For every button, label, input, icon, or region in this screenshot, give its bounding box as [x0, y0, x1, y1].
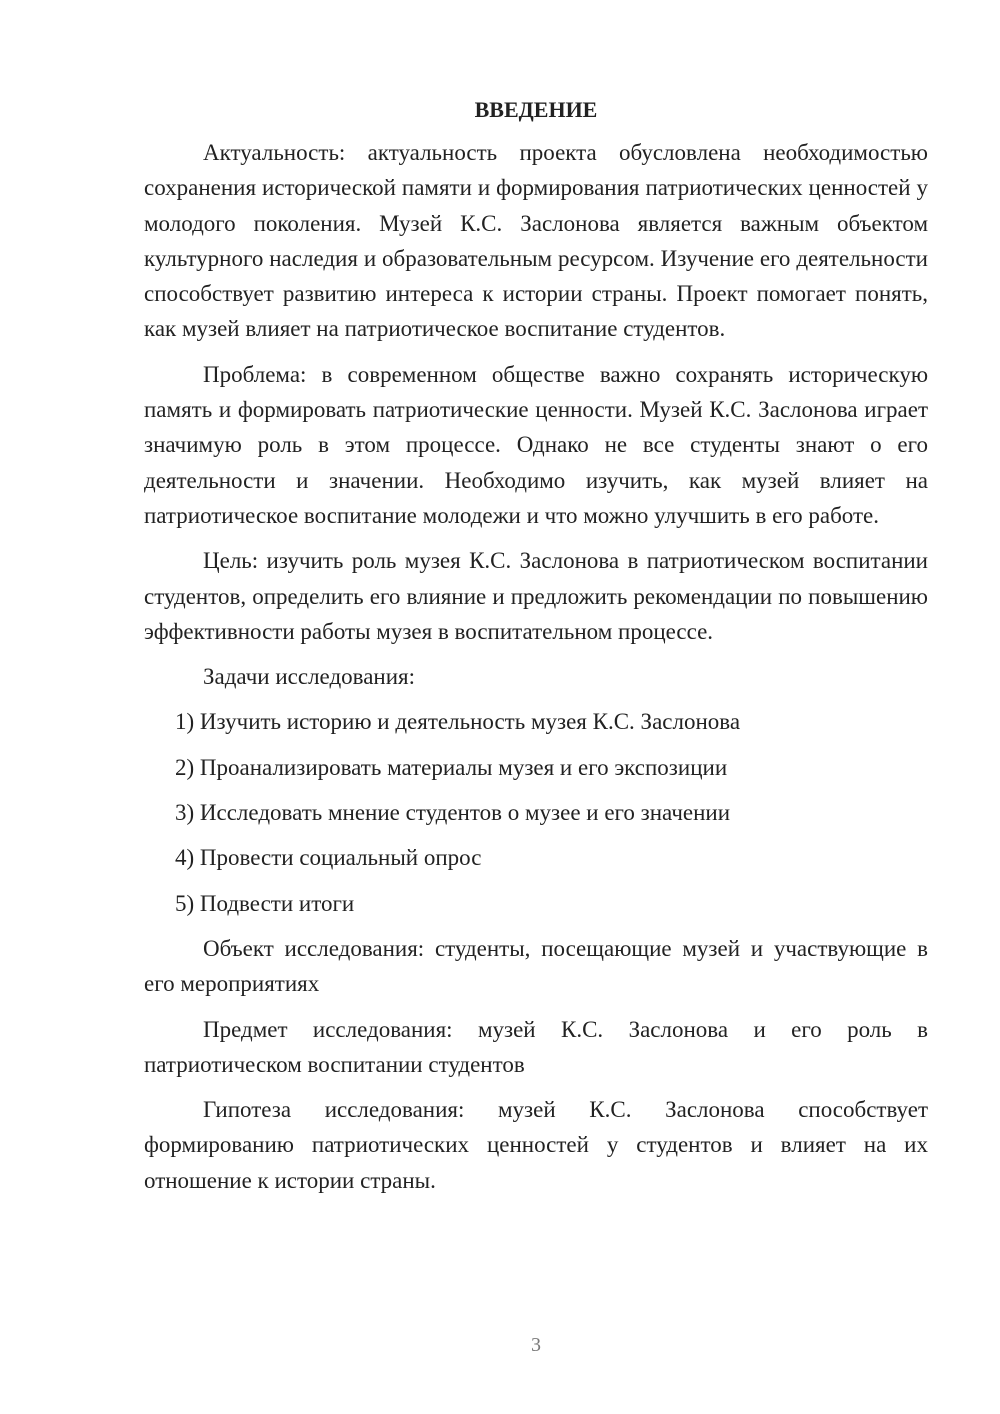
object-paragraph: Объект исследования: студенты, посещающие музей и участвующие в его мероприятиях	[144, 935, 928, 997]
list-item: 3) Исследовать мнение студентов о музее и его значении	[175, 800, 731, 826]
relevance-paragraph: Актуальность: актуальность проекта обусловлена необходимостью сохранения исторической памяти и формирования патриотических ценностей у молодого поколения. Музей К.С. Заслонова является важным объектом культурного наследия и образовательным ресурсом. Изучение его деятельности способствует развитию интереса к истории страны. Проект помогает понять, как музей влияет на патриотическое воспитание студентов.	[144, 140, 928, 342]
hypothesis-paragraph: Гипотеза исследования: музей К.С. Заслонова способствует формированию патриотических ценностей у студентов и влияет на их отношение к истории страны.	[144, 1097, 928, 1193]
tasks-list	[144, 704, 928, 920]
list-item: 2) Проанализировать материалы музея и его экспозиции	[175, 754, 728, 780]
page-content	[144, 95, 928, 1208]
goal-paragraph: Цель: изучить роль музея К.С. Заслонова в патриотическом воспитании студентов, определить его влияние и предложить рекомендации по повышению эффективности работы музея в воспитательном процессе.	[144, 548, 928, 644]
list-item: 1) Изучить историю и деятельность музея К.С. Заслонова	[175, 709, 741, 735]
page-title: ВВЕДЕНИЕ	[474, 97, 598, 122]
problem-paragraph: Проблема: в современном обществе важно сохранять историческую память и формировать патриотические ценности. Музей К.С. Заслонова играет значимую роль в этом процессе. Однако не все студенты знают о его деятельности и значении. Необходимо изучить, как музей влияет на патриотическое воспитание молодежи и что можно улучшить в его работе.	[144, 361, 928, 528]
page-number: 3	[531, 1334, 541, 1356]
subject-paragraph: Предмет исследования: музей К.С. Заслонова и его роль в патриотическом воспитании студентов	[144, 1016, 928, 1077]
list-item: 4) Провести социальный опрос	[175, 845, 482, 871]
tasks-heading: Задачи исследования:	[203, 664, 416, 690]
list-item: 5) Подвести итоги	[175, 890, 355, 916]
